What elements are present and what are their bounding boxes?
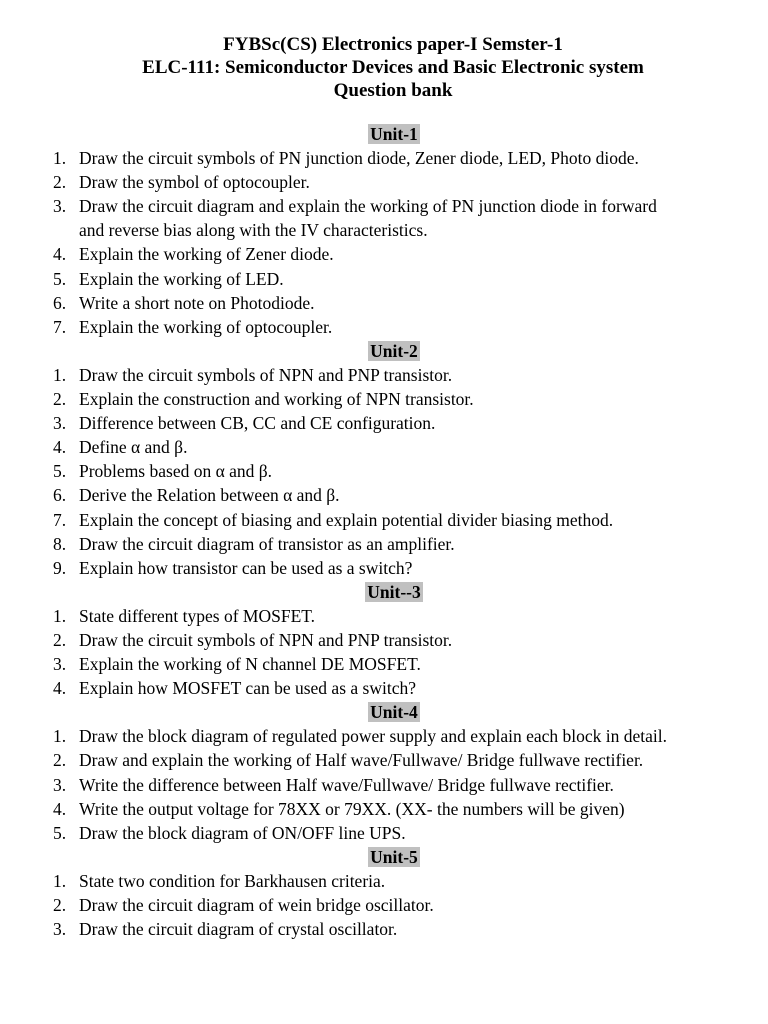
question-text: Explain the working of Zener diode. (79, 244, 334, 265)
question-items (50, 869, 750, 941)
question-text: Draw the block diagram of regulated power supply and explain each block in detail. (79, 726, 667, 747)
question-text: Draw the circuit symbols of PN junction diode, Zener diode, LED, Photo diode. (79, 148, 639, 169)
question-item (50, 459, 750, 483)
unit-heading (0, 845, 768, 869)
question-number: 3. (53, 413, 67, 434)
paper-title: ELC-111: Semiconductor Devices and Basic Electronic system (142, 57, 644, 78)
unit-title: Unit-5 (370, 846, 418, 867)
question-item (50, 893, 750, 917)
question-item (50, 387, 750, 411)
question-number: 3. (53, 654, 67, 675)
question-item (50, 748, 750, 772)
question-number: 2. (53, 895, 67, 915)
question-number: 4. (53, 437, 67, 458)
question-item (50, 676, 750, 700)
question-number: 2. (53, 389, 67, 410)
question-number: 9. (53, 557, 67, 578)
question-text: Draw the circuit diagram and explain the working of PN junction diode in forward and reverse bias along with the IV characteristics. (79, 196, 657, 241)
question-text: Draw the circuit diagram of wein bridge oscillator. (79, 895, 434, 915)
question-item (50, 363, 750, 387)
question-number: 8. (53, 533, 67, 554)
question-text: Difference between CB, CC and CE configuration. (79, 413, 436, 434)
question-number: 5. (53, 822, 67, 843)
unit-title: Unit-4 (370, 702, 418, 723)
question-text: Draw the circuit symbols of NPN and PNP transistor. (79, 364, 453, 385)
question-number: 7. (53, 316, 67, 337)
question-items (50, 604, 750, 700)
question-item (50, 604, 750, 628)
question-items (50, 146, 750, 339)
question-text: Write a short note on Photodiode. (79, 292, 315, 313)
question-text: Explain the working of optocoupler. (79, 316, 333, 337)
question-text: Explain the working of LED. (79, 268, 284, 289)
question-number: 6. (53, 292, 67, 313)
question-item (50, 628, 750, 652)
unit-heading (0, 122, 768, 146)
question-list (50, 122, 750, 941)
question-number: 5. (53, 461, 67, 482)
unit-heading (0, 580, 768, 604)
question-item (50, 917, 750, 941)
question-number: 1. (53, 148, 67, 169)
question-item (50, 194, 750, 242)
question-text: Explain how MOSFET can be used as a switch? (79, 678, 416, 699)
unit-title: Unit--3 (367, 581, 421, 602)
question-item (50, 869, 750, 893)
question-text: Explain how transistor can be used as a switch? (79, 557, 413, 578)
question-item (50, 291, 750, 315)
question-text: Draw the circuit diagram of crystal oscillator. (79, 919, 398, 940)
question-text: Write the difference between Half wave/Fullwave/ Bridge fullwave rectifier. (79, 774, 614, 795)
question-number: 2. (53, 750, 67, 771)
question-number: 2. (53, 172, 67, 193)
question-text: Draw the circuit diagram of transistor as an amplifier. (79, 533, 455, 554)
question-number: 1. (53, 870, 67, 891)
question-item (50, 556, 750, 580)
question-item (50, 411, 750, 435)
question-number: 1. (53, 605, 67, 626)
question-item (50, 508, 750, 532)
question-item (50, 821, 750, 845)
question-text: Explain the working of N channel DE MOSFET. (79, 654, 421, 675)
course-title: FYBSc(CS) Electronics paper-I Semster-1 (223, 34, 563, 55)
question-number: 1. (53, 726, 67, 747)
question-text: Derive the Relation between α and β. (79, 485, 340, 506)
document-header (0, 33, 768, 102)
question-number: 7. (53, 509, 67, 530)
question-number: 3. (53, 919, 67, 940)
question-item (50, 435, 750, 459)
question-items (50, 363, 750, 580)
question-item (50, 797, 750, 821)
question-item (50, 170, 750, 194)
question-number: 4. (53, 798, 67, 819)
question-text: Define α and β. (79, 437, 188, 458)
question-text: Problems based on α and β. (79, 461, 273, 482)
question-item (50, 773, 750, 797)
question-items (50, 724, 750, 844)
question-item (50, 532, 750, 556)
question-item (50, 315, 750, 339)
question-item (50, 242, 750, 266)
question-number: 4. (53, 678, 67, 699)
question-number: 3. (53, 774, 67, 795)
question-text: Draw the symbol of optocoupler. (79, 172, 310, 193)
question-text: Draw the block diagram of ON/OFF line UPS. (79, 822, 406, 843)
question-text: Write the output voltage for 78XX or 79XX. (XX- the numbers will be given) (79, 798, 625, 819)
question-text: Explain the concept of biasing and explain potential divider biasing method. (79, 509, 614, 530)
question-number: 1. (53, 364, 67, 385)
question-text: Explain the construction and working of NPN transistor. (79, 389, 474, 410)
question-item (50, 724, 750, 748)
question-text: State different types of MOSFET. (79, 605, 316, 626)
question-number: 5. (53, 268, 67, 289)
question-text: Draw the circuit symbols of NPN and PNP transistor. (79, 629, 453, 650)
question-item (50, 483, 750, 507)
unit-title: Unit-1 (370, 124, 418, 144)
question-number: 6. (53, 485, 67, 506)
question-item (50, 146, 750, 170)
question-text: Draw and explain the working of Half wave/Fullwave/ Bridge fullwave rectifier. (79, 750, 644, 771)
question-text: State two condition for Barkhausen criteria. (79, 870, 386, 891)
unit-heading (0, 700, 768, 724)
question-item (50, 267, 750, 291)
unit-title: Unit-2 (370, 340, 418, 361)
question-item (50, 652, 750, 676)
question-number: 4. (53, 244, 67, 265)
question-number: 3. (53, 196, 67, 217)
document-title: Question bank (333, 80, 453, 101)
question-number: 2. (53, 629, 67, 650)
unit-heading (0, 339, 768, 363)
